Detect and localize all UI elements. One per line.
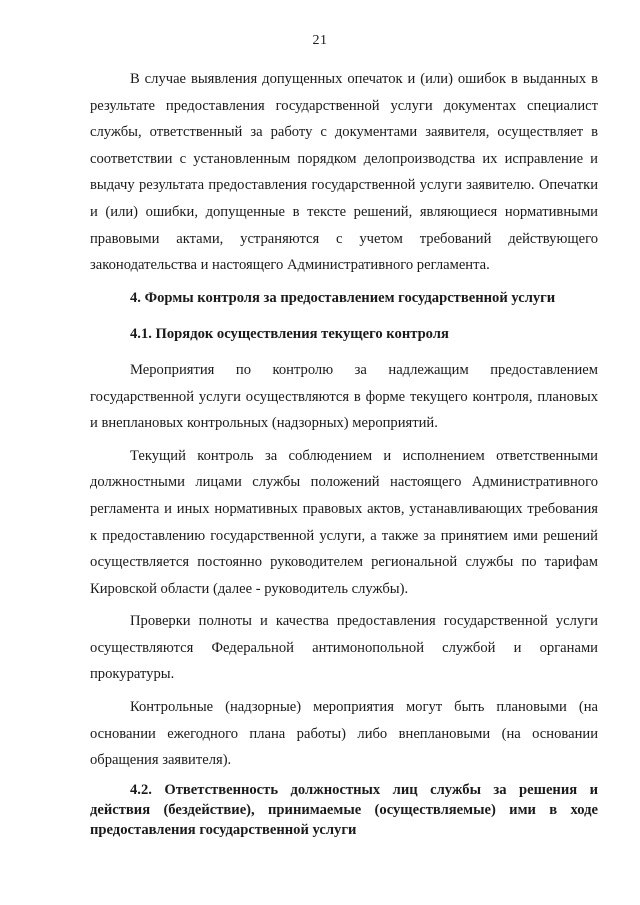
paragraph-current-control: Текущий контроль за соблюдением и исполнением ответственными должностными лицами службы положений настоящего Административного регламента и иных нормативных правовых актов, устанавливающих требования к предоставлению государственной услуги, а также за принятием ими решений осуществляется постоянно руководителем региональной службы по тарифам Кировской области (далее - руководитель службы). — [90, 447, 598, 597]
paragraph-inspections: Проверки полноты и качества предоставления государственной услуги осуществляются Федеральной антимонопольной службой и органами прокуратуры. — [90, 613, 598, 683]
paragraph-supervisory-measures: Контрольные (надзорные) мероприятия могут быть плановыми (на основании ежегодного плана работы) либо внеплановыми (на основании обращения заявителя). — [90, 699, 598, 769]
paragraph-correction-of-errors: В случае выявления допущенных опечаток и (или) ошибок в выданных в результате предоставления государственной услуги документах специалист службы, ответственный за работу с документами заявителя, осуществляет в соответствии с установленным порядком делопроизводства их исправление и выдачу результата предоставления государственной услуги заявителю. Опечатки и (или) ошибки, допущенные в тексте решений, являющиеся нормативными правовыми актами, устраняются с учетом требований действующего законодательства и настоящего Административного регламента. — [90, 71, 598, 274]
document-body — [90, 66, 598, 840]
page-number: 21 — [312, 33, 328, 48]
subsection-heading-official-responsibility: 4.2. Ответственность должностных лиц службы за решения и действия (бездействие), принимаемые (осуществляемые) ими в ходе предоставления государственной услуги — [90, 781, 598, 838]
paragraph-control-measures: Мероприятия по контролю за надлежащим предоставлением государственной услуги осуществляются в форме текущего контроля, плановых и внеплановых контрольных (надзорных) мероприятий. — [90, 361, 598, 432]
section-heading-control-forms: 4. Формы контроля за предоставлением государственной услуги — [130, 289, 556, 306]
subsection-heading-current-control: 4.1. Порядок осуществления текущего контроля — [130, 326, 449, 343]
